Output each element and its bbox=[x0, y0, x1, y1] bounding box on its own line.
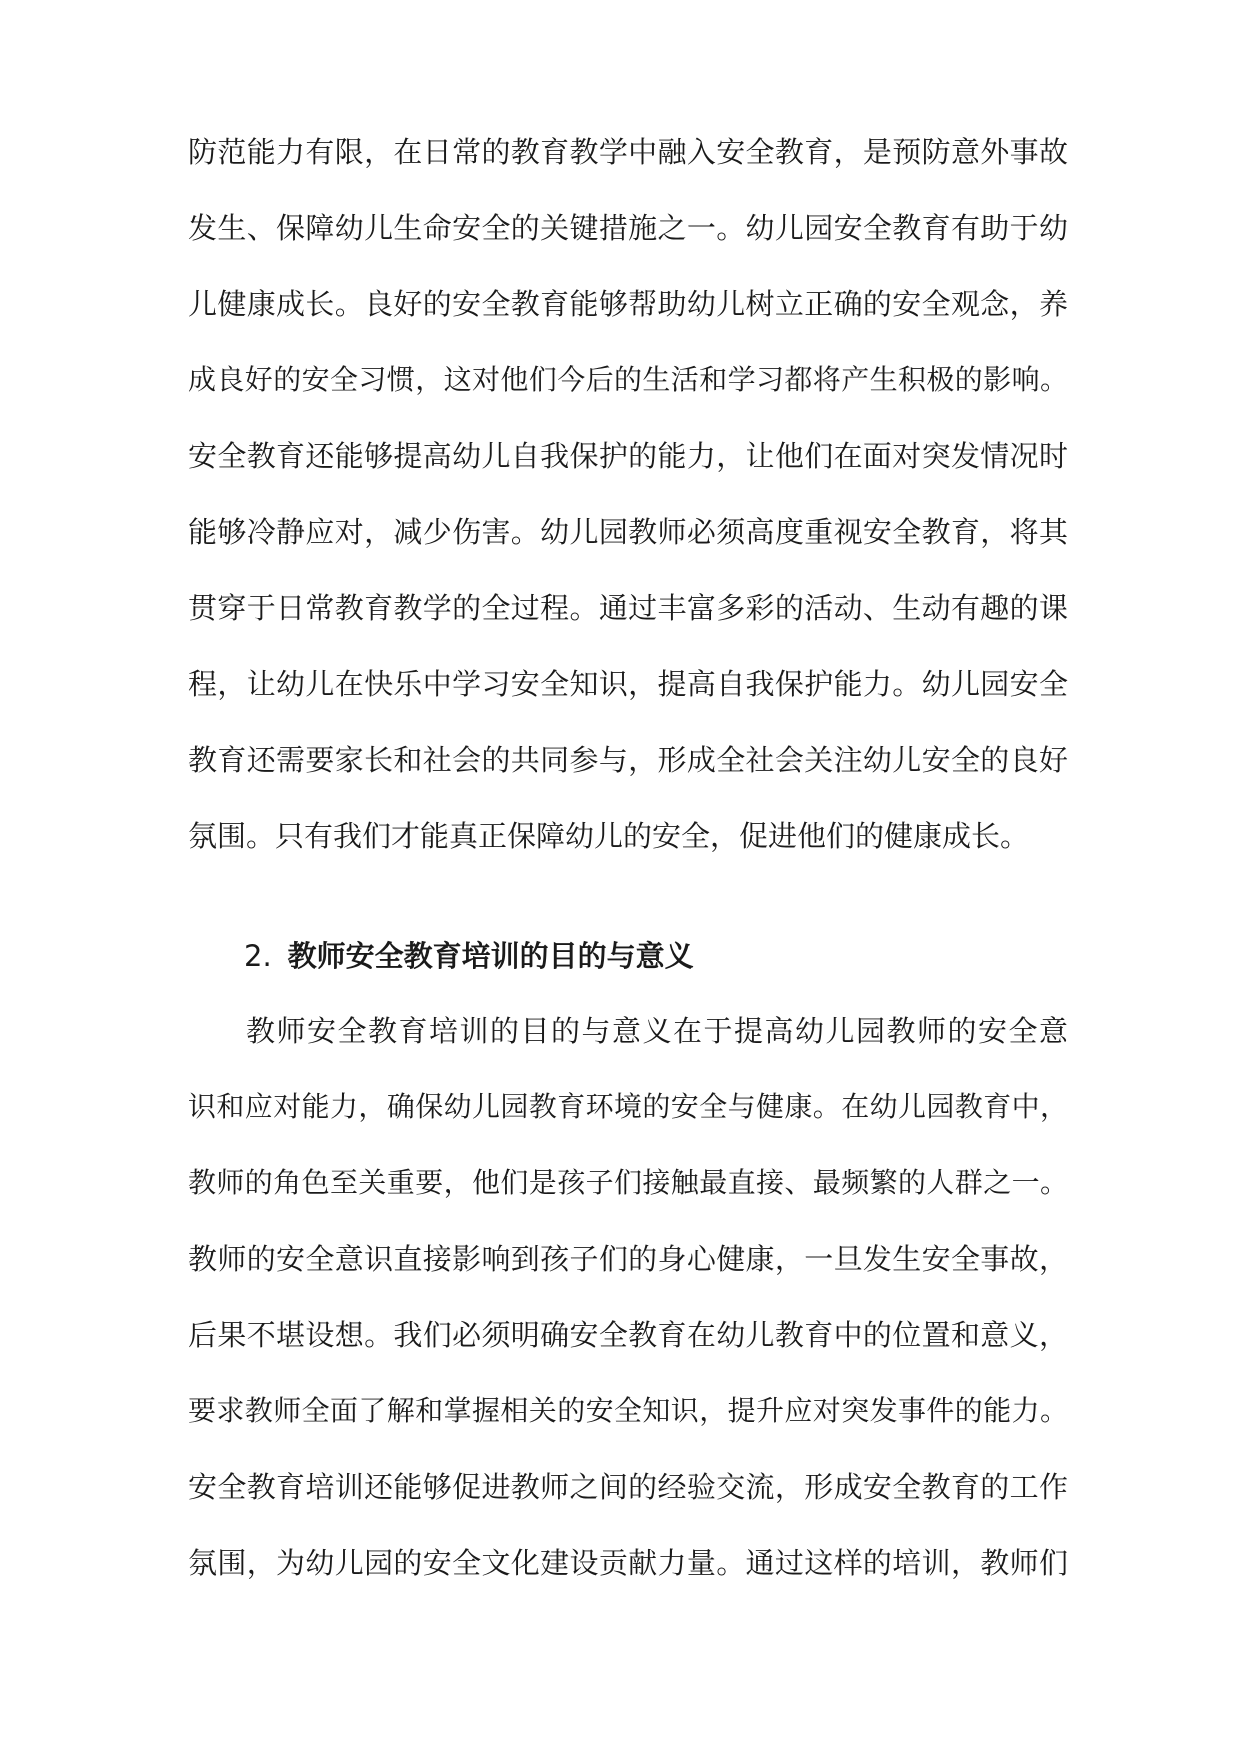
paragraph-line: 成良好的安全习惯，这对他们今后的生活和学习都将产生积极的影响。 bbox=[188, 363, 1068, 396]
paragraph-line: 教师的安全意识直接影响到孩子们的身心健康，一旦发生安全事故， bbox=[188, 1242, 1068, 1276]
paragraph-line: 程，让幼儿在快乐中学习安全知识，提高自我保护能力。幼儿园安全 bbox=[188, 667, 1068, 701]
paragraph-2 bbox=[188, 993, 1068, 1601]
paragraph-line: 要求教师全面了解和掌握相关的安全知识，提升应对突发事件的能力。 bbox=[188, 1394, 1068, 1427]
paragraph-line: 安全教育培训还能够促进教师之间的经验交流，形成安全教育的工作 bbox=[188, 1470, 1068, 1504]
paragraph-line: 安全教育还能够提高幼儿自我保护的能力，让他们在面对突发情况时 bbox=[188, 439, 1068, 473]
section-heading bbox=[244, 926, 694, 986]
section-title: 教师安全教育培训的目的与意义 bbox=[287, 939, 694, 973]
paragraph-line: 贯穿于日常教育教学的全过程。通过丰富多彩的活动、生动有趣的课 bbox=[188, 591, 1068, 625]
paragraph-line: 氛围，为幼儿园的安全文化建设贡献力量。通过这样的培训，教师们 bbox=[188, 1546, 1068, 1580]
paragraph-line: 识和应对能力，确保幼儿园教育环境的安全与健康。在幼儿园教育中， bbox=[188, 1090, 1068, 1123]
paragraph-line: 防范能力有限，在日常的教育教学中融入安全教育，是预防意外事故 bbox=[188, 135, 1068, 169]
paragraph-line: 发生、保障幼儿生命安全的关键措施之一。幼儿园安全教育有助于幼 bbox=[188, 211, 1068, 245]
section-number: 2. bbox=[244, 939, 272, 973]
paragraph-line: 教师的角色至关重要，他们是孩子们接触最直接、最频繁的人群之一。 bbox=[188, 1166, 1068, 1199]
paragraph-line: 教育还需要家长和社会的共同参与，形成全社会关注幼儿安全的良好 bbox=[188, 743, 1068, 777]
paragraph-line: 能够冷静应对，减少伤害。幼儿园教师必须高度重视安全教育，将其 bbox=[188, 515, 1068, 549]
paragraph-1 bbox=[188, 114, 1068, 874]
paragraph-line: 教师安全教育培训的目的与意义在于提高幼儿园教师的安全意 bbox=[246, 1014, 1068, 1048]
paragraph-line: 氛围。只有我们才能真正保障幼儿的安全，促进他们的健康成长。 bbox=[188, 819, 1030, 853]
paragraph-line: 后果不堪设想。我们必须明确安全教育在幼儿教育中的位置和意义， bbox=[188, 1318, 1068, 1352]
paragraph-line: 儿健康成长。良好的安全教育能够帮助幼儿树立正确的安全观念，养 bbox=[188, 287, 1068, 321]
